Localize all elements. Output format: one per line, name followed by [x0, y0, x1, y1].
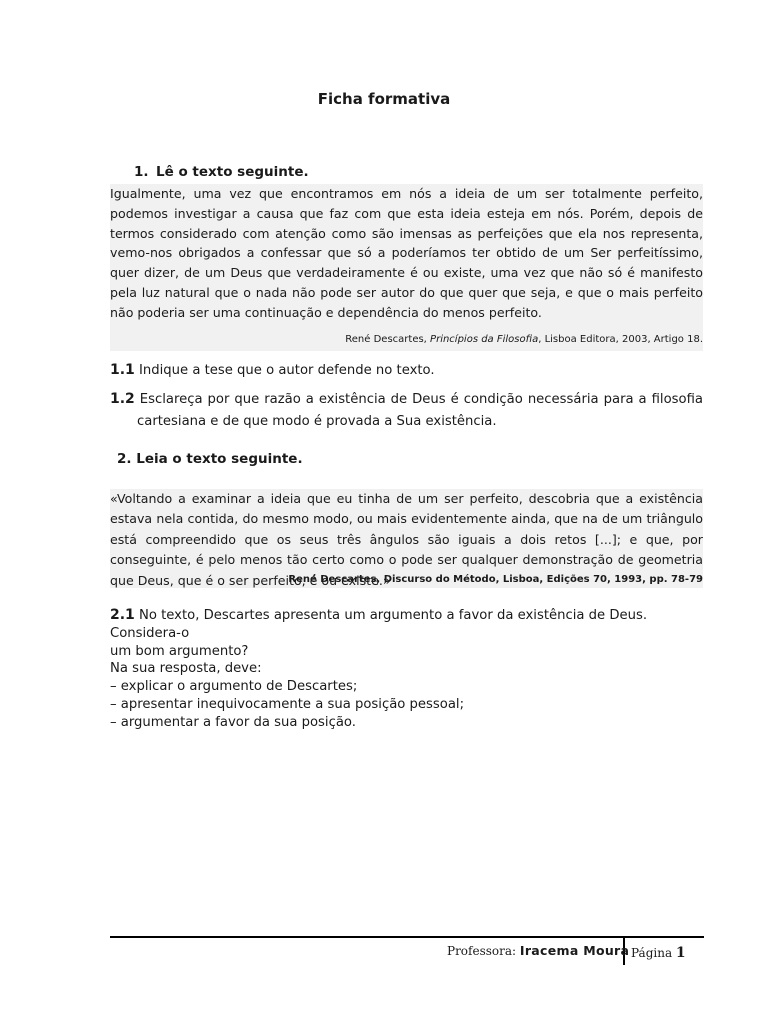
excerpt-2-line: «Voltando a examinar a ideia que eu tinha de um ser perfeito, descobria que a existência estava nela [110, 491, 703, 527]
footer-page-number: 1 [675, 945, 686, 961]
excerpt-1-line: com atenção como são imensas as perfeições que ela nos representa, vemo-nos obrigados a confessar [110, 225, 703, 261]
footer-professor-name: Iracema Moura [519, 943, 630, 958]
footer-rule [110, 936, 704, 938]
question-2-1-line: um bom argumento? [110, 643, 249, 659]
page-title: Ficha formativa [317, 90, 451, 108]
excerpt-2-line: contida, do mesmo modo, ou mais evidentemente ainda, que na de um triângulo está compreendido [110, 511, 703, 547]
excerpt-2 [110, 489, 703, 588]
excerpt-1 [110, 184, 703, 351]
question-1-1-text: Indique a tese que o autor defende no texto. [134, 363, 435, 378]
section-1-heading [134, 164, 309, 180]
excerpt-1-line: investigar a causa que faz com que esta ideia esteja em nós. Porém, depois de termos considerado [110, 205, 703, 241]
excerpt-1-line: que só a poderíamos ter obtido de um Ser perfeitíssimo, quer dizer, de um Deus que verdadeiramente [110, 245, 703, 281]
section-2-heading: 2. Leia o texto seguinte. [117, 451, 303, 467]
excerpt-1-text [110, 184, 703, 323]
footer-page-label: Página [631, 946, 676, 960]
question-1-1 [110, 362, 703, 378]
section-1-heading-text: Lê o texto seguinte. [156, 164, 309, 180]
excerpt-1-line: Igualmente, uma vez que encontramos em nós a ideia de um ser totalmente perfeito, podemos [110, 186, 703, 221]
question-2-1 [110, 607, 703, 732]
question-2-1-number: 2.1 [110, 607, 135, 623]
question-1-1-number: 1.1 [110, 362, 135, 378]
question-1-2-number: 1.2 [110, 391, 135, 407]
question-2-1-text: No texto, Descartes apresenta um argumento a favor da existência de Deus. Considera-o [110, 608, 648, 641]
question-1-2-line-1 [110, 388, 703, 411]
excerpt-1-line: quer que seja, e que o mais perfeito não poderia ser uma continuação e dependência do menos [110, 284, 703, 320]
excerpt-2-line: como o pode ser qualquer demonstração de geometria que Deus, que é o ser perfeito, é ou existe.» [110, 552, 703, 588]
question-2-1-line: – apresentar inequivocamente a sua posição pessoal; [110, 696, 465, 712]
question-1-2 [110, 388, 703, 433]
citation-details: , Lisboa Editora, 2003, Artigo 18. [538, 334, 703, 345]
excerpt-1-citation [345, 334, 703, 345]
excerpt-1-line: é ou existe, uma vez que não só é manifesto pela luz natural que o nada não pode ser autor do que [110, 265, 703, 300]
question-2-1-line: – explicar o argumento de Descartes; [110, 679, 358, 695]
citation-author: René Descartes, [345, 334, 431, 345]
citation-work-title: Princípios da Filosofia [430, 334, 539, 345]
excerpt-1-line: perfeito. [488, 304, 542, 320]
question-2-1-line: – argumentar a favor da sua posição. [110, 714, 356, 730]
footer-page [631, 945, 686, 961]
question-1-2-text: Esclareça por que razão a existência de Deus é condição necessária para a filosofia [134, 392, 703, 407]
excerpt-2-citation: René Descartes, Discurso do Método, Lisboa, Edições 70, 1993, pp. 78-79 [288, 574, 703, 585]
footer-professor-label: Professora: [447, 944, 520, 958]
question-2-1-line [110, 607, 703, 643]
footer-professor [447, 943, 629, 958]
excerpt-2-line: que os seus três ângulos são iguais a dois retos [...]; e que, por conseguinte, é pelo menos tão certo [110, 531, 703, 568]
section-1-number: 1. [134, 164, 149, 180]
question-2-1-line: Na sua resposta, deve: [110, 661, 262, 677]
question-1-2-line-2: cartesiana e de que modo é provada a Sua existência. [137, 414, 497, 429]
